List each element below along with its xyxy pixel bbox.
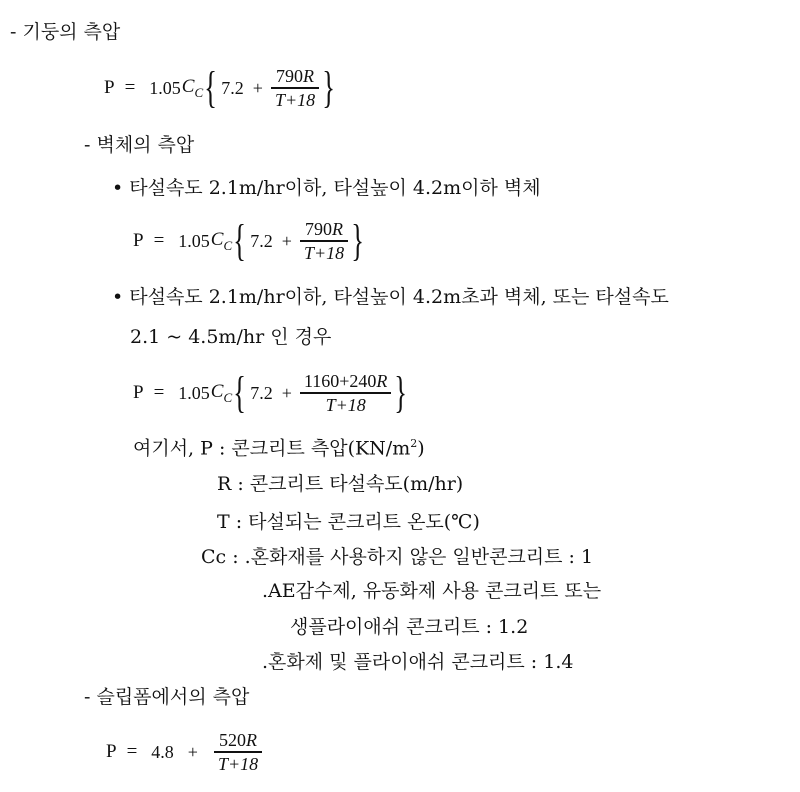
- formula-fraction: [271, 65, 319, 110]
- wall-pressure-formula-2: [133, 365, 409, 421]
- fraction-numerator: 1160+240R: [303, 371, 388, 392]
- definition-cc-2: .AE감수제, 유동화제 사용 콘크리트 또는: [262, 580, 602, 602]
- formula-equals: =: [126, 741, 138, 762]
- column-pressure-formula: [104, 60, 336, 116]
- formula-coefficient: 4.8: [151, 741, 174, 762]
- definition-cc-1: Cc : .혼화재를 사용하지 않은 일반콘크리트 : 1: [201, 546, 594, 568]
- formula-equals: =: [153, 230, 165, 251]
- bullet-wall-condition-2-cont: 2.1 ~ 4.5m/hr 인 경우: [130, 326, 332, 348]
- left-brace: {: [233, 216, 247, 265]
- formula-constant: 7.2: [250, 230, 273, 251]
- formula-cc: $C_C$: [181, 75, 204, 100]
- bullet-wall-condition-2: • 타설속도 2.1m/hr이하, 타설높이 4.2m초과 벽체, 또는 타설속도: [112, 286, 669, 308]
- definition-t: T : 타설되는 콘크리트 온도(℃): [217, 511, 480, 533]
- formula-fraction: [300, 370, 391, 415]
- fraction-numerator: 790R: [305, 219, 344, 240]
- formula-plus: +: [252, 77, 263, 98]
- wall-pressure-heading: - 벽체의 측압: [84, 134, 195, 156]
- formula-fraction: [214, 729, 262, 774]
- bullet-wall-condition-1: • 타설속도 2.1m/hr이하, 타설높이 4.2m이하 벽체: [112, 177, 541, 199]
- formula-lhs: P: [133, 230, 144, 251]
- formula-equals: =: [124, 77, 136, 98]
- fraction-denominator: T+18: [303, 242, 345, 263]
- slipform-pressure-heading: - 슬립폼에서의 측압: [84, 686, 250, 708]
- formula-plus: +: [187, 741, 198, 762]
- fraction-numerator: 790R: [276, 66, 315, 87]
- right-brace: }: [394, 368, 408, 417]
- slipform-pressure-formula: [106, 724, 264, 780]
- formula-plus: +: [281, 230, 292, 251]
- fraction-denominator: T+18: [274, 89, 316, 110]
- right-brace: }: [322, 63, 336, 112]
- formula-coefficient: 1.05: [178, 382, 210, 403]
- definition-p: 여기서, P : 콘크리트 측압$(KN/m^2)$: [133, 437, 425, 460]
- formula-coefficient: 1.05: [149, 77, 181, 98]
- fraction-numerator: 520R: [219, 730, 258, 751]
- fraction-denominator: T+18: [325, 394, 366, 415]
- left-brace: {: [204, 63, 218, 112]
- formula-fraction: [300, 218, 348, 263]
- formula-plus: +: [281, 382, 292, 403]
- definition-cc-4: .혼화제 및 플라이애쉬 콘크리트 : 1.4: [262, 651, 574, 673]
- column-pressure-heading: - 기둥의 측압: [10, 21, 121, 43]
- formula-lhs: P: [104, 77, 115, 98]
- fraction-denominator: T+18: [217, 753, 259, 774]
- definition-r: R : 콘크리트 타설속도(m/hr): [217, 473, 464, 495]
- left-brace: {: [233, 368, 247, 417]
- formula-lhs: P: [106, 741, 117, 762]
- right-brace: }: [351, 216, 365, 265]
- formula-coefficient: 1.05: [178, 230, 210, 251]
- formula-lhs: P: [133, 382, 144, 403]
- formula-constant: 7.2: [250, 382, 273, 403]
- wall-pressure-formula-1: [133, 213, 365, 269]
- formula-equals: =: [153, 382, 165, 403]
- formula-constant: 7.2: [221, 77, 244, 98]
- formula-cc: $C_C$: [210, 380, 233, 405]
- definition-cc-3: 생플라이애쉬 콘크리트 : 1.2: [290, 616, 529, 638]
- formula-cc: $C_C$: [210, 228, 233, 253]
